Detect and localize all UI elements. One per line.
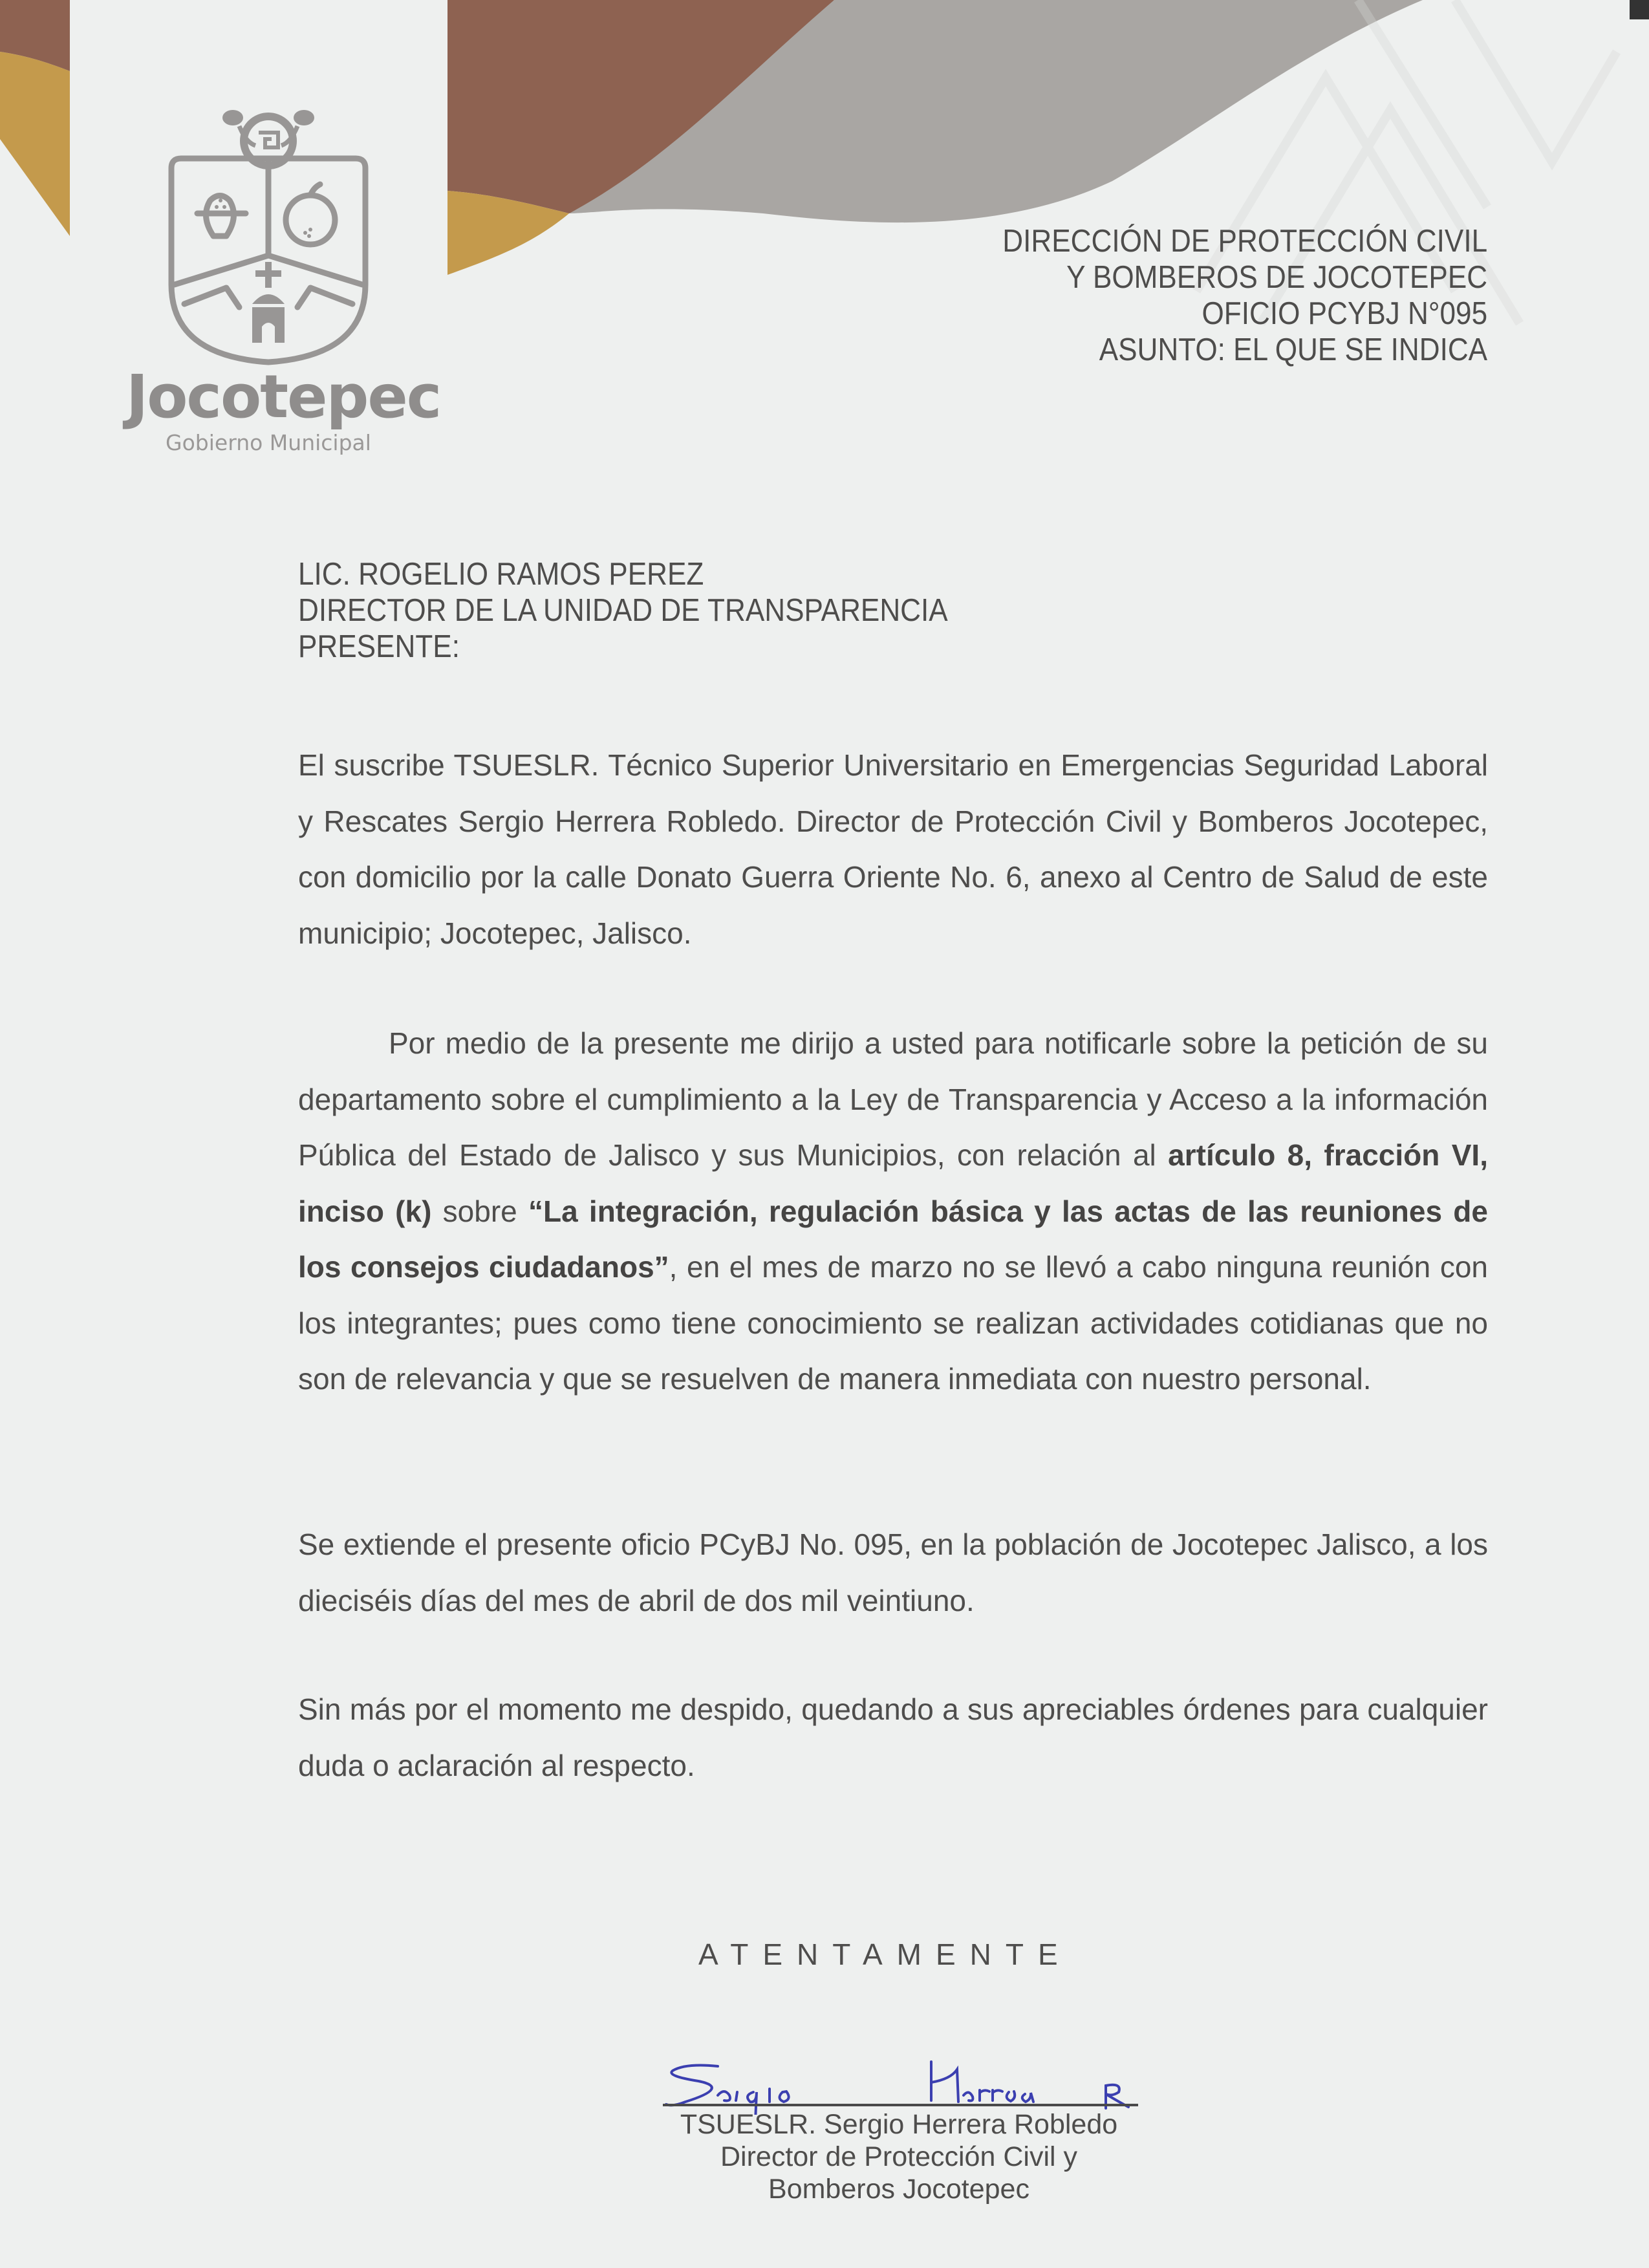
paragraph-text: Se extiende el presente oficio PCyBJ No. 095, en la población de Jocotepec Jalisco, a los dieciséis días del mes de abril de dos mil veintiuno. — [298, 1528, 1488, 1617]
scan-edge — [1630, 0, 1649, 19]
signature-line — [663, 2104, 1138, 2106]
text-run: Por medio de la presente me dirijo a usted para notificarle sobre la petición de su departamento sobre el cumplimiento a la Ley de Transparencia y Acceso a la información Pública del Estado de Jalisco y sus Municipios, con relación al — [298, 1026, 1488, 1172]
document-header — [1002, 223, 1487, 368]
header-line: OFICIO PCYBJ N°095 — [1202, 296, 1487, 331]
paragraph-text — [298, 1015, 1488, 1407]
header-line: ASUNTO: EL QUE SE INDICA — [1099, 332, 1487, 367]
signer-block — [608, 2108, 1190, 2205]
signer-name: TSUESLR. Sergio Herrera Robledo — [680, 2109, 1118, 2140]
header-line: Y BOMBEROS DE JOCOTEPEC — [1066, 260, 1487, 295]
body-paragraph-1 — [298, 737, 1488, 961]
text-run: , en el mes de marzo no se llevó a cabo ninguna reunión con los integrantes; pues como tiene conocimiento se realizan actividades cotidianas que no son de relevancia y que se resuelven de manera inmediata con nuestro personal. — [298, 1250, 1488, 1396]
body-paragraph-2 — [298, 1015, 1488, 1407]
body-paragraph-4 — [298, 1681, 1488, 1793]
body-paragraph-3 — [298, 1517, 1488, 1628]
signer-title: Director de Protección Civil y — [720, 2141, 1077, 2172]
paragraph-text: Sin más por el momento me despido, quedando a sus apreciables órdenes para cualquier duda o aclaración al respecto. — [298, 1692, 1488, 1782]
recipient-title: DIRECTOR DE LA UNIDAD DE TRANSPARENCIA — [298, 593, 948, 628]
recipient-name: LIC. ROGELIO RAMOS PEREZ — [298, 557, 704, 592]
logo-wordmark: Jocotepec — [126, 362, 441, 431]
bold-article-reference: artículo 8, fracción VI, inciso (k) — [298, 1138, 1488, 1228]
paragraph-text: El suscribe TSUESLR. Técnico Superior Universitario en Emergencias Seguridad Laboral y Rescates Sergio Herrera Robledo. Director de Protección Civil y Bomberos Jocotepec, con domicilio por la calle Donato Guerra Oriente No. 6, anexo al Centro de Salud de este municipio; Jocotepec, Jalisco. — [298, 748, 1488, 950]
header-line: DIRECCIÓN DE PROTECCIÓN CIVIL — [1002, 224, 1487, 259]
recipient-presente: PRESENTE: — [298, 629, 460, 664]
left-gold-band — [0, 52, 70, 236]
logo-subtitle: Gobierno Municipal — [166, 430, 371, 455]
bold-quote: “La integración, regulación básica y las actas de las reuniones de los consejos ciudadanos” — [298, 1194, 1488, 1284]
signer-department: Bomberos Jocotepec — [768, 2174, 1029, 2205]
text-run: sobre — [431, 1194, 528, 1228]
recipient-block — [298, 556, 948, 665]
closing-salutation: ATENTAMENTE — [698, 1938, 1072, 1971]
